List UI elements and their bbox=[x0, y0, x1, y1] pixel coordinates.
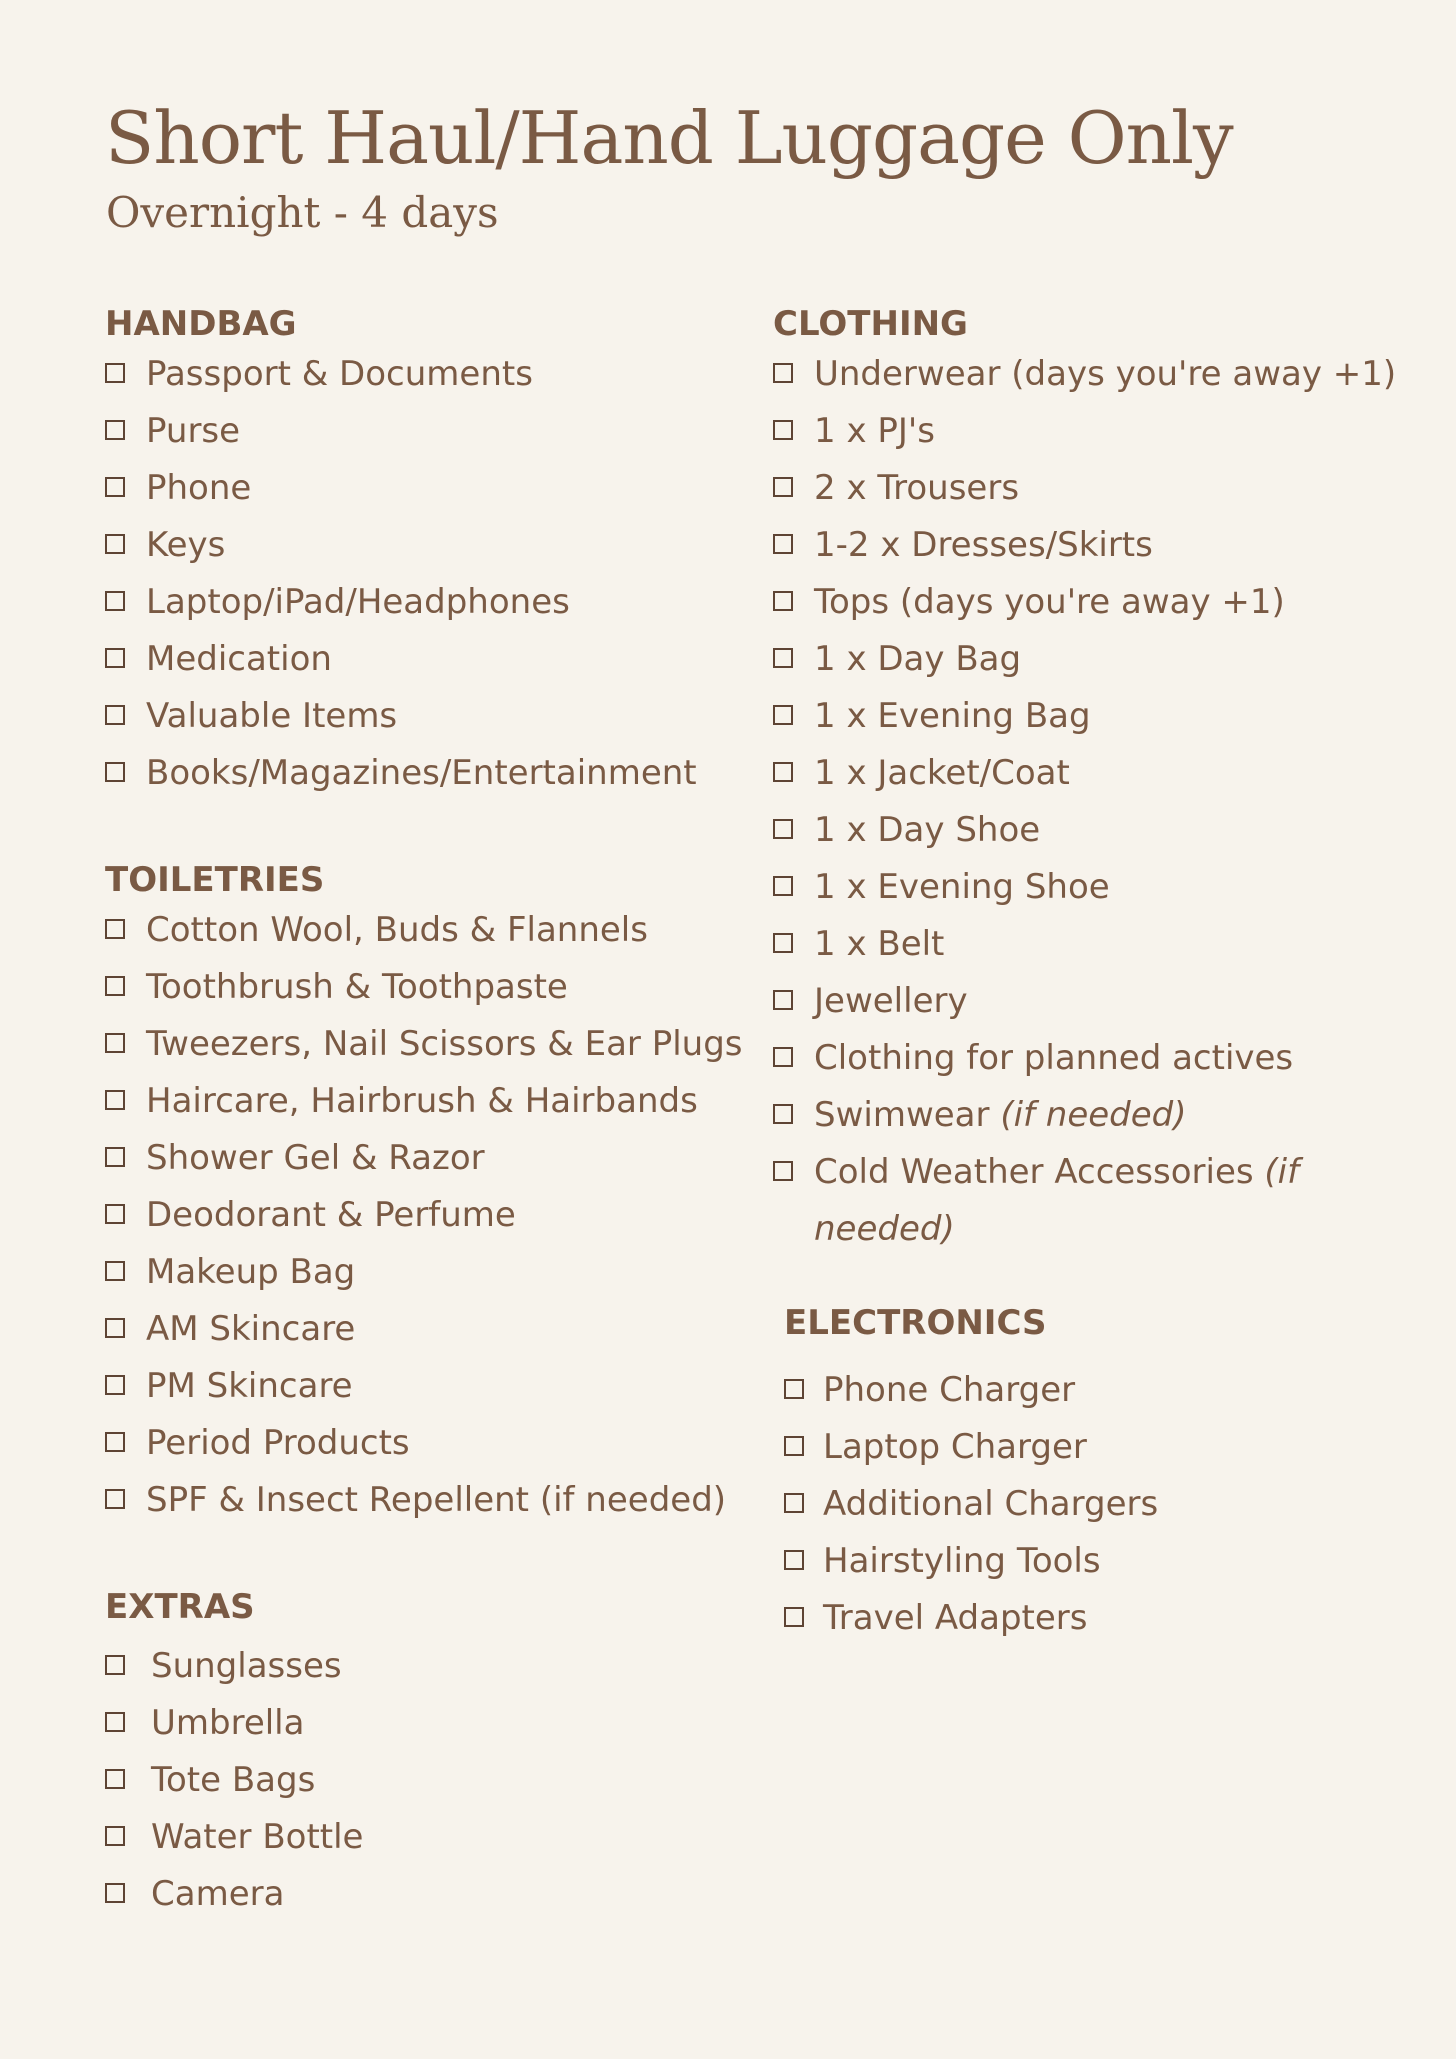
checklist-item bbox=[105, 1472, 745, 1529]
checkbox-icon[interactable] bbox=[105, 1090, 125, 1110]
checkbox-icon[interactable] bbox=[773, 648, 793, 668]
checklist-item-label: Laptop/iPad/Headphones bbox=[146, 582, 570, 622]
checklist-item-label: Phone bbox=[146, 468, 252, 508]
checklist-item bbox=[773, 517, 1413, 574]
section-electronics bbox=[784, 1303, 1424, 1647]
section-handbag bbox=[105, 304, 745, 802]
checklist-item bbox=[773, 1030, 1413, 1087]
checklist-item-label: Water Bottle bbox=[151, 1817, 364, 1857]
checklist-item bbox=[773, 688, 1413, 745]
checkbox-icon[interactable] bbox=[105, 1655, 125, 1675]
checkbox-icon[interactable] bbox=[105, 1489, 125, 1509]
checklist-item-label: Camera bbox=[151, 1874, 285, 1914]
checklist-item-label: Medication bbox=[146, 639, 332, 679]
checklist-item bbox=[784, 1533, 1424, 1590]
checklist-item-label: Clothing for planned actives bbox=[814, 1038, 1294, 1078]
checklist-item-label: Valuable Items bbox=[146, 696, 398, 736]
checkbox-icon[interactable] bbox=[773, 591, 793, 611]
checklist-item-label: 1-2 x Dresses/Skirts bbox=[814, 525, 1153, 565]
checklist-item bbox=[105, 1244, 745, 1301]
checkbox-icon[interactable] bbox=[773, 933, 793, 953]
checklist-item-label: 2 x Trousers bbox=[814, 468, 1020, 508]
checkbox-icon[interactable] bbox=[105, 1204, 125, 1224]
checklist-item-label: Deodorant & Perfume bbox=[146, 1195, 516, 1235]
checklist-item-label: Underwear (days you're away +1) bbox=[814, 354, 1397, 394]
checkbox-icon[interactable] bbox=[773, 1104, 793, 1124]
checkbox-icon[interactable] bbox=[105, 1712, 125, 1732]
checkbox-icon[interactable] bbox=[105, 1883, 125, 1903]
checklist-item-label: Umbrella bbox=[151, 1703, 305, 1743]
checklist-item bbox=[105, 1073, 745, 1130]
checklist-item bbox=[105, 745, 745, 802]
checklist-item bbox=[784, 1476, 1424, 1533]
checkbox-icon[interactable] bbox=[773, 762, 793, 782]
checklist-item bbox=[105, 574, 745, 631]
checkbox-icon[interactable] bbox=[773, 534, 793, 554]
checklist-item bbox=[105, 1415, 745, 1472]
checklist-item-label: 1 x Evening Shoe bbox=[814, 867, 1110, 907]
checklist-item bbox=[105, 1638, 745, 1695]
checklist-item bbox=[105, 1130, 745, 1187]
checklist-item bbox=[105, 1187, 745, 1244]
section-heading-toiletries: TOILETRIES bbox=[105, 860, 325, 900]
checkbox-icon[interactable] bbox=[105, 1826, 125, 1846]
checklist-item bbox=[773, 346, 1413, 403]
checklist-item-label: 1 x Belt bbox=[814, 924, 945, 964]
checkbox-icon[interactable] bbox=[105, 534, 125, 554]
checkbox-icon[interactable] bbox=[784, 1436, 804, 1456]
checklist-item-label: PM Skincare bbox=[146, 1366, 353, 1406]
checkbox-icon[interactable] bbox=[773, 819, 793, 839]
checklist-item-note: (if needed) bbox=[1000, 1095, 1187, 1135]
checklist-item-label: Sunglasses bbox=[151, 1646, 342, 1686]
checklist-extras bbox=[105, 1638, 745, 1923]
checkbox-icon[interactable] bbox=[105, 363, 125, 383]
checkbox-icon[interactable] bbox=[105, 1432, 125, 1452]
checklist-clothing bbox=[773, 346, 1413, 1258]
page-title: Short Haul/Hand Luggage Only bbox=[105, 96, 1233, 180]
checklist-item-label: SPF & Insect Repellent (if needed) bbox=[146, 1480, 727, 1520]
checklist-item-label: Tote Bags bbox=[151, 1760, 316, 1800]
checklist-item bbox=[773, 745, 1413, 802]
checklist-item bbox=[773, 1087, 1413, 1144]
checklist-item-label: Period Products bbox=[146, 1423, 410, 1463]
checklist-item bbox=[773, 859, 1413, 916]
checklist-item bbox=[105, 403, 745, 460]
checklist-item-label: Laptop Charger bbox=[823, 1427, 1087, 1467]
checklist-item-label: Books/Magazines/Entertainment bbox=[146, 753, 697, 793]
checklist-item-label: Phone Charger bbox=[823, 1370, 1076, 1410]
checklist-item-label: Additional Chargers bbox=[823, 1484, 1159, 1524]
checklist-item bbox=[105, 902, 745, 959]
checkbox-icon[interactable] bbox=[773, 705, 793, 725]
checkbox-icon[interactable] bbox=[105, 705, 125, 725]
checklist-item-label: 1 x Jacket/Coat bbox=[814, 753, 1070, 793]
checkbox-icon[interactable] bbox=[773, 420, 793, 440]
checklist-electronics bbox=[784, 1362, 1424, 1647]
checklist-item bbox=[105, 1809, 745, 1866]
checklist-item-label: Haircare, Hairbrush & Hairbands bbox=[146, 1081, 698, 1121]
checklist-toiletries bbox=[105, 902, 745, 1529]
checklist-item bbox=[105, 1866, 745, 1923]
checkbox-icon[interactable] bbox=[773, 876, 793, 896]
section-heading-handbag: HANDBAG bbox=[105, 304, 297, 344]
checklist-item bbox=[773, 802, 1413, 859]
checklist-item-label: 1 x Day Shoe bbox=[814, 810, 1041, 850]
checklist-item bbox=[773, 460, 1413, 517]
checkbox-icon[interactable] bbox=[773, 477, 793, 497]
checklist-item-label: Shower Gel & Razor bbox=[146, 1138, 485, 1178]
checklist-item bbox=[773, 574, 1413, 631]
checkbox-icon[interactable] bbox=[784, 1493, 804, 1513]
section-heading-extras: EXTRAS bbox=[105, 1587, 255, 1627]
checklist-item-label: Purse bbox=[146, 411, 241, 451]
checklist-item bbox=[105, 1752, 745, 1809]
checkbox-icon[interactable] bbox=[773, 1161, 793, 1181]
checkbox-icon[interactable] bbox=[105, 648, 125, 668]
section-extras bbox=[105, 1587, 745, 1923]
checkbox-icon[interactable] bbox=[105, 1375, 125, 1395]
section-clothing bbox=[773, 304, 1413, 1258]
page-subtitle: Overnight - 4 days bbox=[106, 188, 499, 237]
checklist-item bbox=[773, 1144, 1354, 1258]
checkbox-icon[interactable] bbox=[105, 1033, 125, 1053]
checklist-item-label: Tops (days you're away +1) bbox=[814, 582, 1285, 622]
checkbox-icon[interactable] bbox=[105, 762, 125, 782]
checklist-item-label: 1 x PJ's bbox=[814, 411, 935, 451]
checklist-item bbox=[784, 1362, 1424, 1419]
checklist-item-label: Tweezers, Nail Scissors & Ear Plugs bbox=[146, 1024, 743, 1064]
checkbox-icon[interactable] bbox=[105, 1318, 125, 1338]
checkbox-icon[interactable] bbox=[784, 1379, 804, 1399]
section-heading-electronics: ELECTRONICS bbox=[784, 1303, 1047, 1343]
checklist-item bbox=[105, 1016, 745, 1073]
checkbox-icon[interactable] bbox=[773, 990, 793, 1010]
checklist-item-label: Swimwear bbox=[814, 1095, 990, 1135]
checklist-item-label: 1 x Evening Bag bbox=[814, 696, 1091, 736]
checklist-handbag bbox=[105, 346, 745, 802]
checklist-item-label: 1 x Day Bag bbox=[814, 639, 1022, 679]
checklist-item bbox=[784, 1590, 1424, 1647]
checkbox-icon[interactable] bbox=[105, 591, 125, 611]
checklist-item bbox=[105, 460, 745, 517]
checklist-item bbox=[105, 1301, 745, 1358]
checkbox-icon[interactable] bbox=[105, 420, 125, 440]
checklist-item bbox=[105, 631, 745, 688]
checkbox-icon[interactable] bbox=[105, 1147, 125, 1167]
checkbox-icon[interactable] bbox=[105, 919, 125, 939]
checklist-item bbox=[784, 1419, 1424, 1476]
checkbox-icon[interactable] bbox=[784, 1550, 804, 1570]
section-heading-clothing: CLOTHING bbox=[773, 304, 968, 344]
checklist-item bbox=[773, 916, 1413, 973]
checkbox-icon[interactable] bbox=[105, 477, 125, 497]
checklist-item bbox=[105, 1358, 745, 1415]
checklist-item bbox=[105, 346, 745, 403]
checkbox-icon[interactable] bbox=[773, 1047, 793, 1067]
checklist-item-label: Hairstyling Tools bbox=[823, 1541, 1101, 1581]
checklist-item bbox=[773, 631, 1413, 688]
checklist-item bbox=[105, 1695, 745, 1752]
checklist-item bbox=[773, 973, 1413, 1030]
checklist-item-label: Travel Adapters bbox=[823, 1598, 1088, 1638]
checkbox-icon[interactable] bbox=[105, 1769, 125, 1789]
section-toiletries bbox=[105, 860, 745, 1529]
checklist-item-label: Cotton Wool, Buds & Flannels bbox=[146, 910, 648, 950]
checkbox-icon[interactable] bbox=[773, 363, 793, 383]
checkbox-icon[interactable] bbox=[784, 1607, 804, 1627]
checklist-item-note: (if needed) bbox=[814, 1152, 1300, 1249]
checklist-item-label: Jewellery bbox=[814, 981, 968, 1021]
checklist-item-label: AM Skincare bbox=[146, 1309, 356, 1349]
checklist-item bbox=[773, 403, 1413, 460]
checklist-item bbox=[105, 959, 745, 1016]
checklist-item-label: Makeup Bag bbox=[146, 1252, 356, 1292]
checklist-item-label: Keys bbox=[146, 525, 226, 565]
checklist-item-label: Passport & Documents bbox=[146, 354, 533, 394]
checklist-item bbox=[105, 688, 745, 745]
checkbox-icon[interactable] bbox=[105, 976, 125, 996]
checklist-item bbox=[105, 517, 745, 574]
checklist-item-label: Cold Weather Accessories bbox=[814, 1152, 1254, 1192]
checklist-item-label: Toothbrush & Toothpaste bbox=[146, 967, 568, 1007]
checkbox-icon[interactable] bbox=[105, 1261, 125, 1281]
